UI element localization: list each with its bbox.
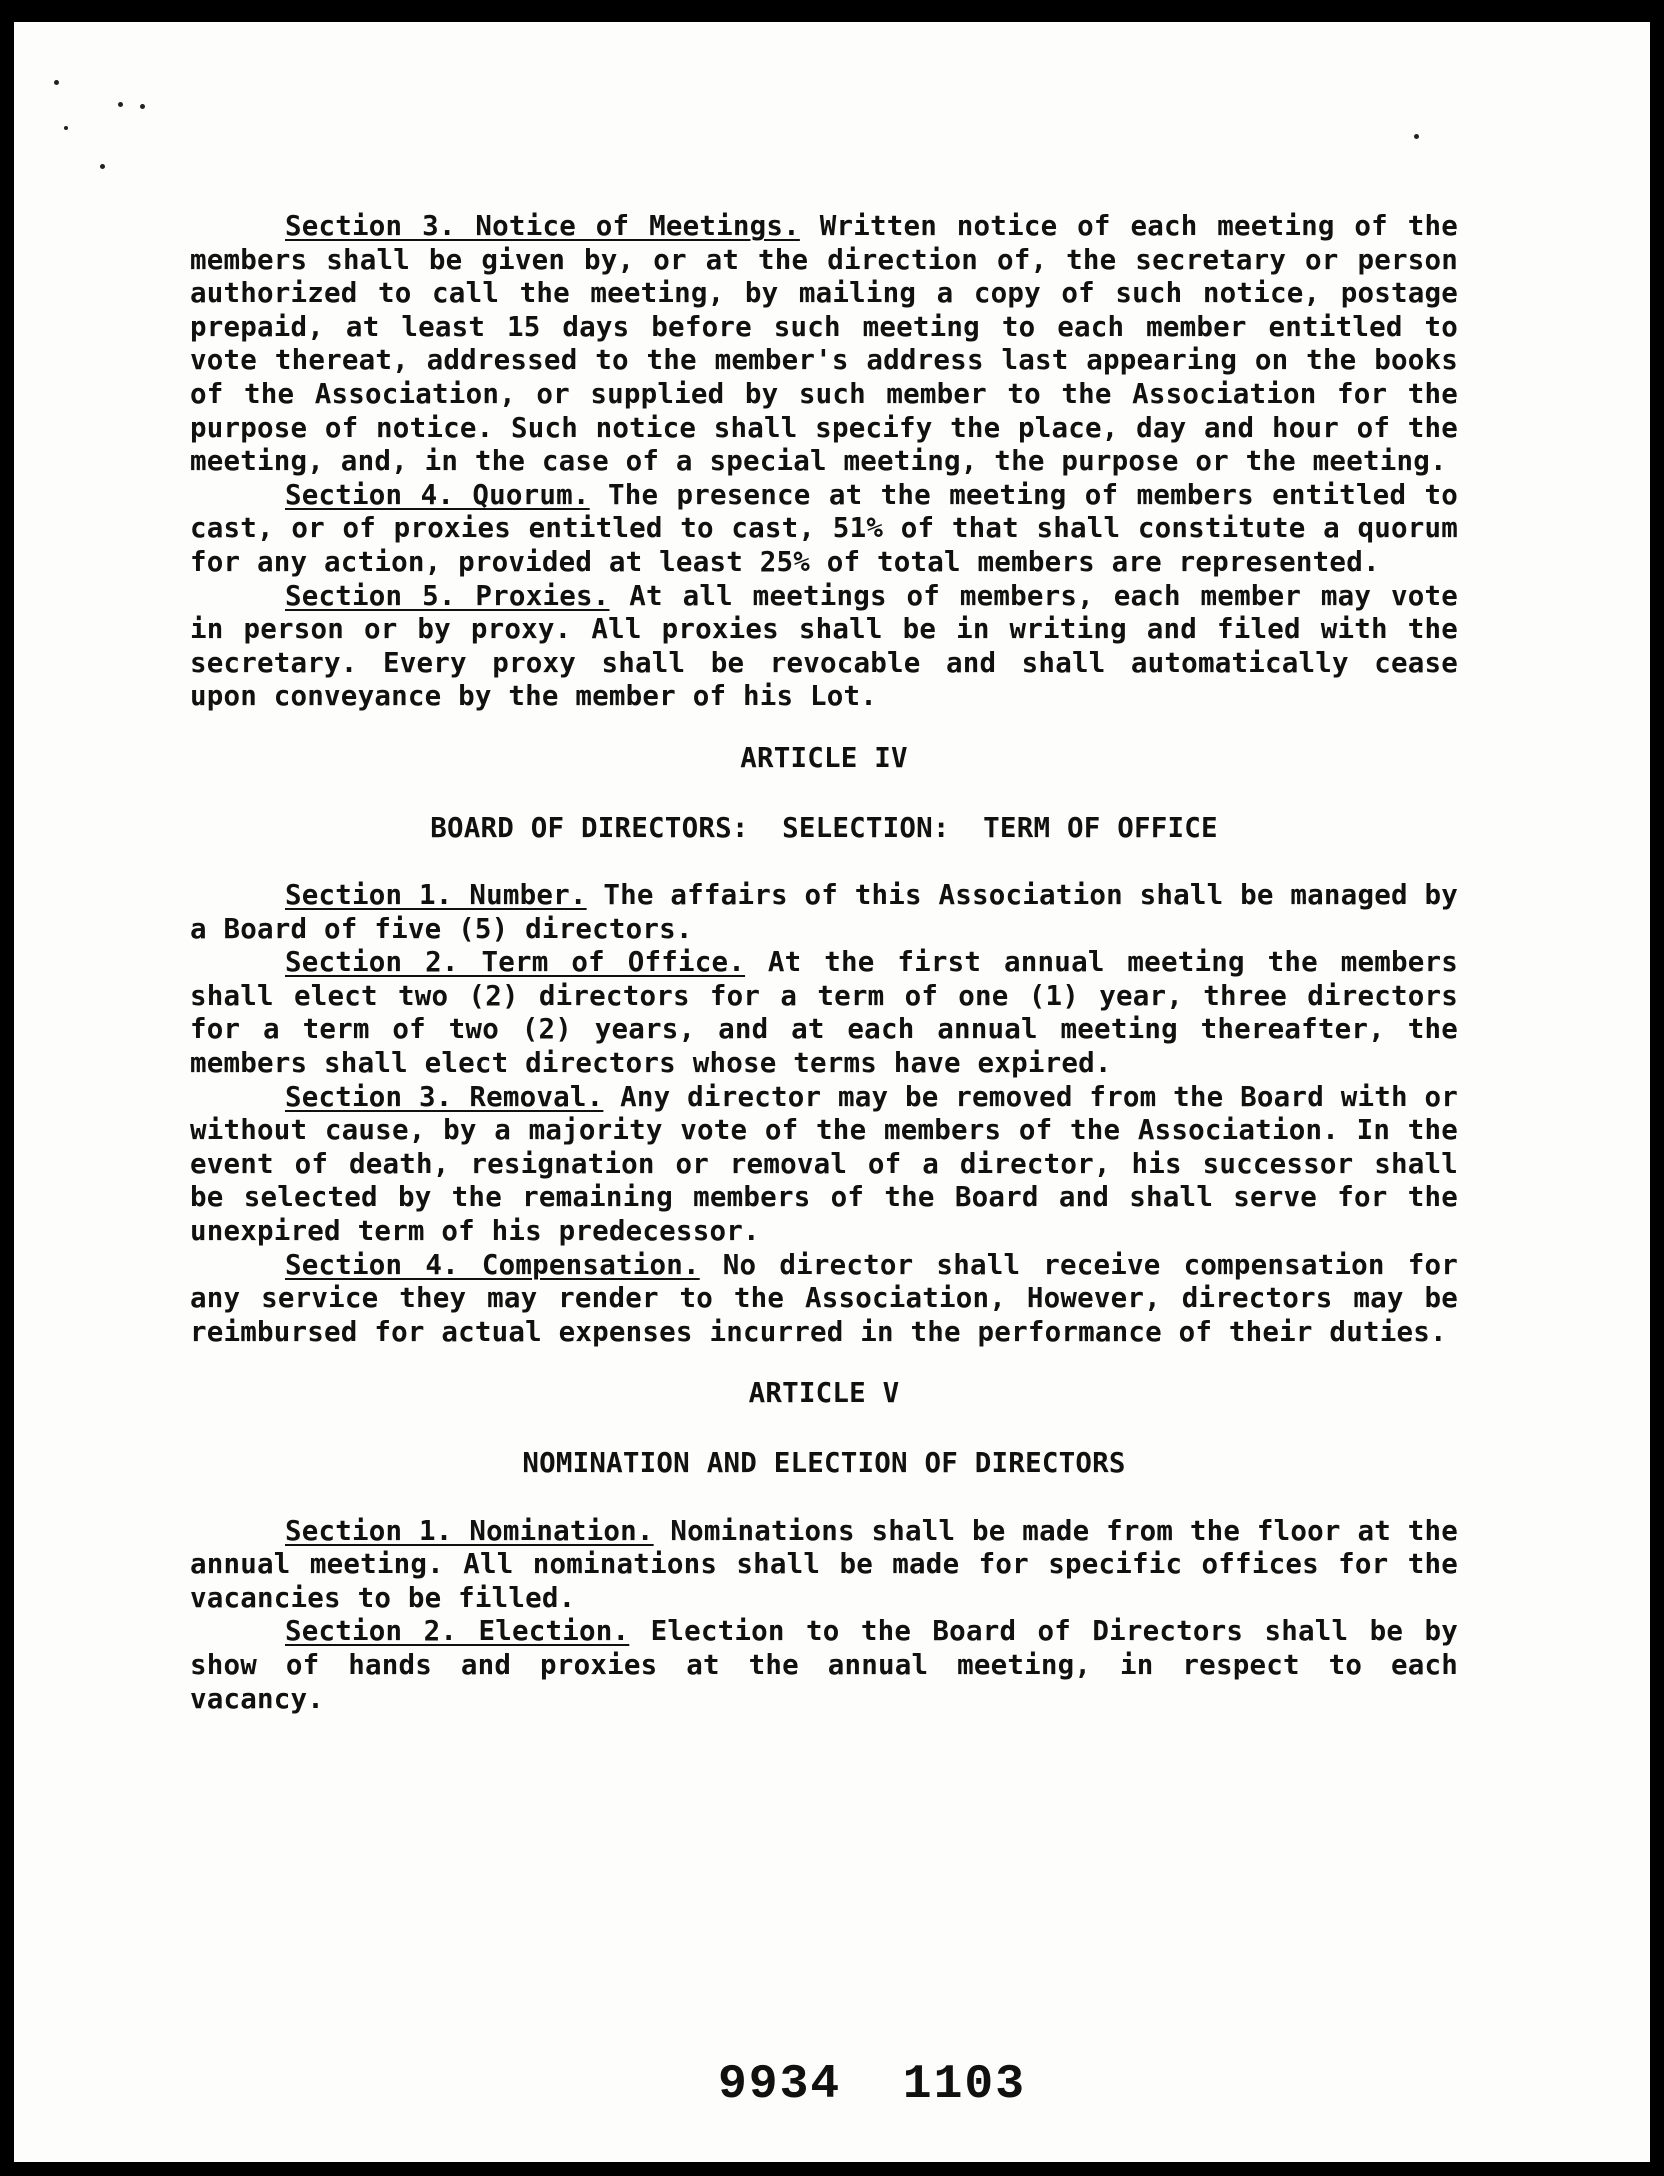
document-page <box>14 22 1650 2162</box>
scan-speck <box>100 164 105 169</box>
quorum-section <box>190 479 1458 580</box>
scan-speck <box>64 126 68 130</box>
section-heading: Section 4. Compensation. <box>285 1248 700 1281</box>
notice-of-meetings-section <box>190 210 1458 479</box>
section-body: Any director may be removed from the Board with or without cause, by a majority vote of the members of the Association. In the event of death, resignation or removal of a director, his successor shall be selected by the remaining members of the Board and shall serve for the unexpired term of his predecessor. <box>190 1080 1459 1248</box>
number-section <box>190 879 1458 946</box>
section-body: The affairs of this Association shall be managed by a Board of five (5) directors. <box>190 879 1458 945</box>
compensation-section <box>190 1249 1458 1350</box>
section-heading: Section 1. Number. <box>285 879 587 912</box>
article-title: NOMINATION AND ELECTION OF DIRECTORS <box>522 1447 1126 1479</box>
section-body: The presence at the meeting of members entitled to cast, or of proxies entitled to cast, 51% of that shall constitute a quorum for any action, provided at least 25% of total members are represented. <box>190 478 1458 578</box>
article-title: BOARD OF DIRECTORS: SELECTION: TERM OF OFFICE <box>430 811 1218 844</box>
section-heading: Section 4. Quorum. <box>285 478 590 511</box>
scan-speck <box>54 80 59 85</box>
scan-speck <box>118 102 123 107</box>
article-label: ARTICLE IV <box>740 741 908 774</box>
section-heading: Section 5. Proxies. <box>285 579 610 612</box>
section-heading: Section 3. Removal. <box>285 1080 604 1113</box>
nomination-section <box>190 1515 1458 1616</box>
section-body: Nominations shall be made from the floor at the annual meeting. All nominations shall be made for specific offices for the vacancies to be filled. <box>190 1514 1458 1614</box>
section-body: At all meetings of members, each member may vote in person or by proxy. All proxies shall be in writing and filed with the secretary. Every proxy shall be revocable and shall automatically cease upon conveyance by the member of his Lot. <box>190 579 1458 713</box>
page-number: 9934 1103 <box>717 2058 1027 2112</box>
proxies-section <box>190 580 1458 714</box>
removal-section <box>190 1081 1458 1249</box>
section-body: At the first annual meeting the members shall elect two (2) directors for a term of one (1) year, three directors for a term of two (2) years, and at each annual meeting thereafter, the members shall elect directors whose terms have expired. <box>190 946 1458 1080</box>
term-of-office-section <box>190 946 1458 1080</box>
article-label: ARTICLE V <box>748 1377 900 1410</box>
section-heading: Section 3. Notice of Meetings. <box>285 210 800 242</box>
section-heading: Section 2. Election. <box>285 1615 630 1648</box>
document-body <box>190 210 1458 1716</box>
scan-speck <box>140 104 145 109</box>
section-heading: Section 2. Term of Office. <box>285 946 746 979</box>
scan-speck <box>1414 134 1419 139</box>
section-body: No director shall receive compensation for any service they may render to the Association, However, directors may be reimbursed for actual expenses incurred in the performance of their duties. <box>190 1248 1458 1348</box>
section-body: Written notice of each meeting of the members shall be given by, or at the direction of, the secretary or person authorized to call the meeting, by mailing a copy of such notice, postage prepaid, at least 15 days before such meeting to each member entitled to vote thereat, addressed to the member's address last appearing on the books of the Association, or supplied by such member to the Association for the purpose of notice. Such notice shall specify the place, day and hour of the meeting, and, in the case of a special meeting, the purpose or the meeting. <box>190 210 1458 478</box>
section-heading: Section 1. Nomination. <box>285 1514 654 1547</box>
election-section <box>190 1615 1458 1716</box>
section-body: Election to the Board of Directors shall be by show of hands and proxies at the annual meeting, in respect to each vacancy. <box>190 1615 1458 1715</box>
